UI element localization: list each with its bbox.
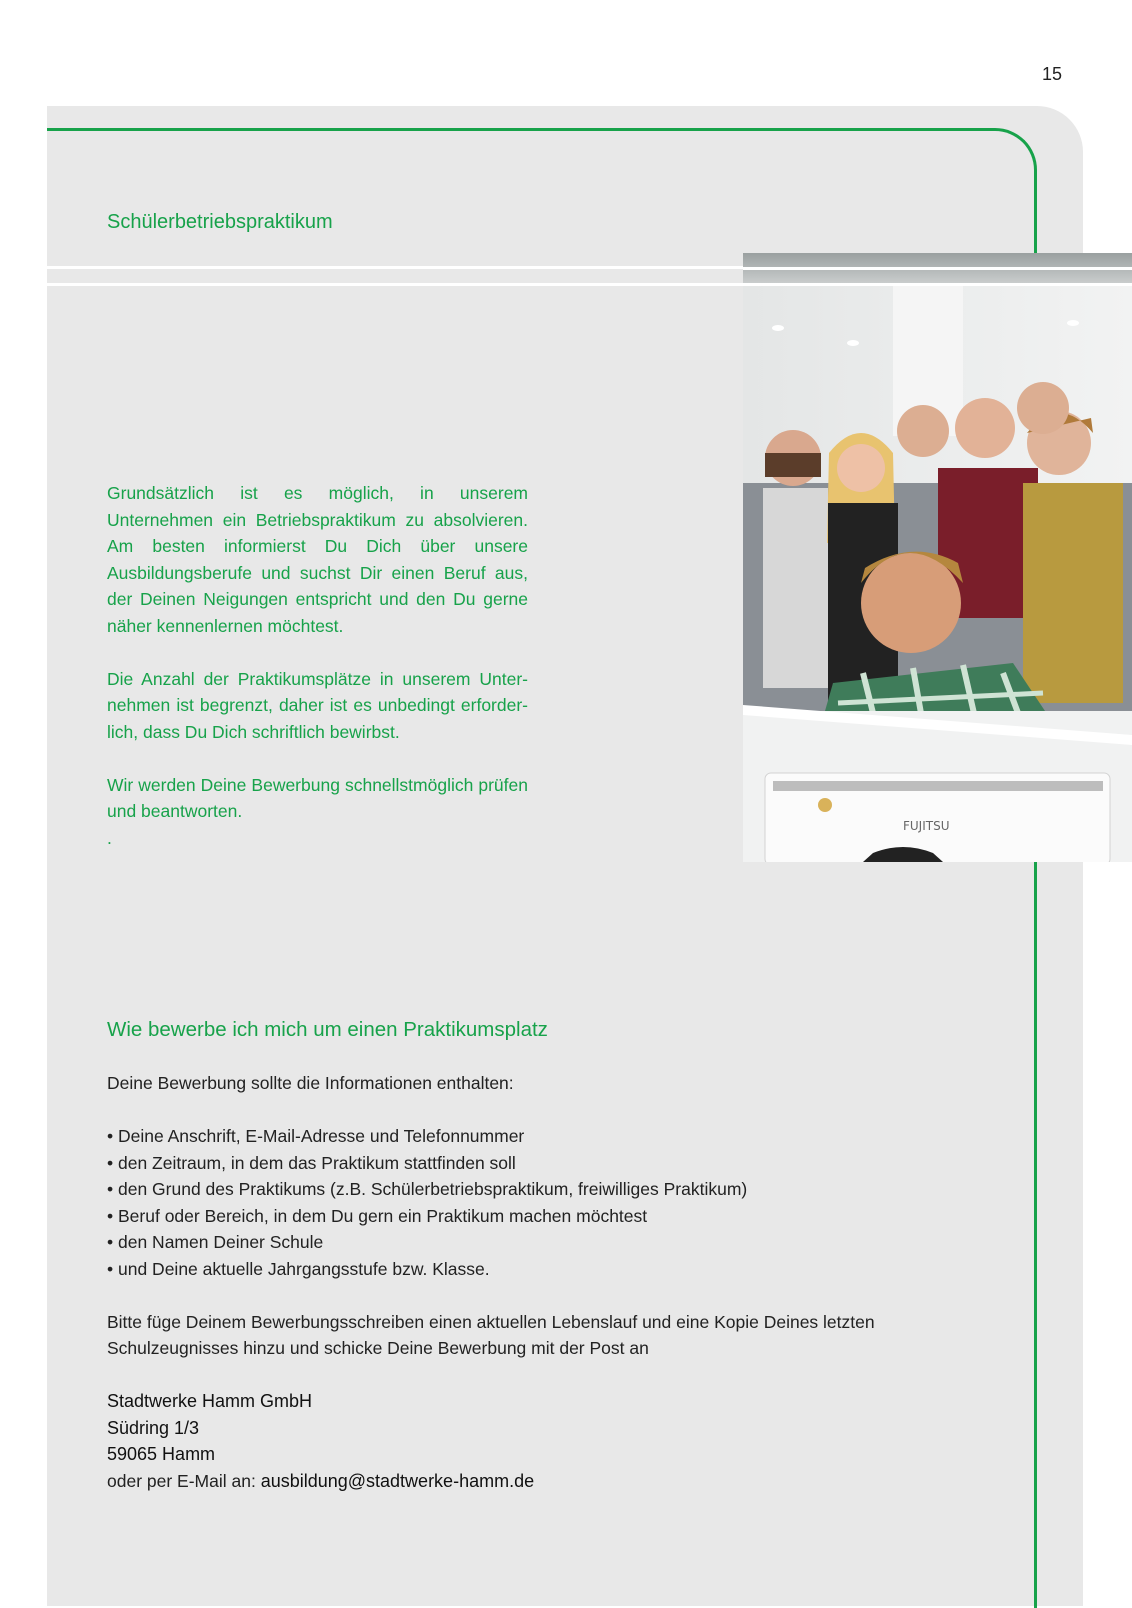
list-item: • und Deine aktuelle Jahrgangsstufe bzw. Klasse. <box>107 1256 907 1283</box>
email-link[interactable]: ausbildung@stadtwerke-hamm.de <box>260 1470 535 1491</box>
requirements-list <box>107 1123 907 1282</box>
monitor-brand-label: FUJITSU <box>903 819 950 833</box>
list-item: • den Namen Deiner Schule <box>107 1229 907 1256</box>
section-title-bewerbung: Wie bewerbe ich mich um einen Praktikumsplatz <box>107 1018 548 1041</box>
page-number: 15 <box>1042 64 1063 84</box>
section-title-praktikum: Schülerbetriebspraktikum <box>107 211 333 233</box>
email-line <box>107 1468 907 1495</box>
trailing-dot: . <box>107 827 112 848</box>
email-prefix: oder per E-Mail an: <box>107 1470 261 1491</box>
list-item: • den Grund des Praktikums (z.B. Schülerbetriebspraktikum, freiwilliges Praktikum) <box>107 1176 907 1203</box>
address-block <box>107 1388 907 1494</box>
intro-paragraph-1: Grundsätzlich ist es möglich, in unserem Unternehmen ein Betriebspraktikum zu absolvieren. Am besten informierst Du Dich über unsere Ausbildungsberufe und suchst Dir einen Beruf aus, der Deinen Neigungen entspricht und den Du gerne näher kennenlernen möchtest. <box>107 483 528 636</box>
group-photo-illustration <box>743 253 1132 862</box>
group-photo <box>743 253 1132 862</box>
bewerbung-body <box>107 1070 907 1494</box>
street: Südring 1/3 <box>107 1417 200 1438</box>
closing-text: Bitte füge Deinem Bewerbungsschreiben einen aktuellen Lebenslauf und eine Kopie Deines letzten Schulzeugnisses hinzu und schicke Deine Bewerbung mit der Post an <box>107 1311 875 1358</box>
list-item: • den Zeitraum, in dem das Praktikum stattfinden soll <box>107 1150 907 1177</box>
list-item: • Beruf oder Bereich, in dem Du gern ein Praktikum machen möchtest <box>107 1203 907 1230</box>
intro-paragraph-3: Wir werden Deine Bewerbung schnellstmöglich prüfen und beantworten. <box>107 774 528 821</box>
bewerbung-intro: Deine Bewerbung sollte die Informationen enthalten: <box>107 1073 514 1093</box>
company-name: Stadtwerke Hamm GmbH <box>107 1391 313 1411</box>
intro-paragraph-2: Die Anzahl der Praktikumsplätze in unserem Unter-nehmen ist begrenzt, daher ist es unbedingt erforder-lich, dass Du Dich schriftlich bewirbst. <box>107 668 528 742</box>
list-item: • Deine Anschrift, E-Mail-Adresse und Telefonnummer <box>107 1123 907 1150</box>
city: 59065 Hamm <box>107 1444 216 1464</box>
intro-text <box>107 480 528 851</box>
